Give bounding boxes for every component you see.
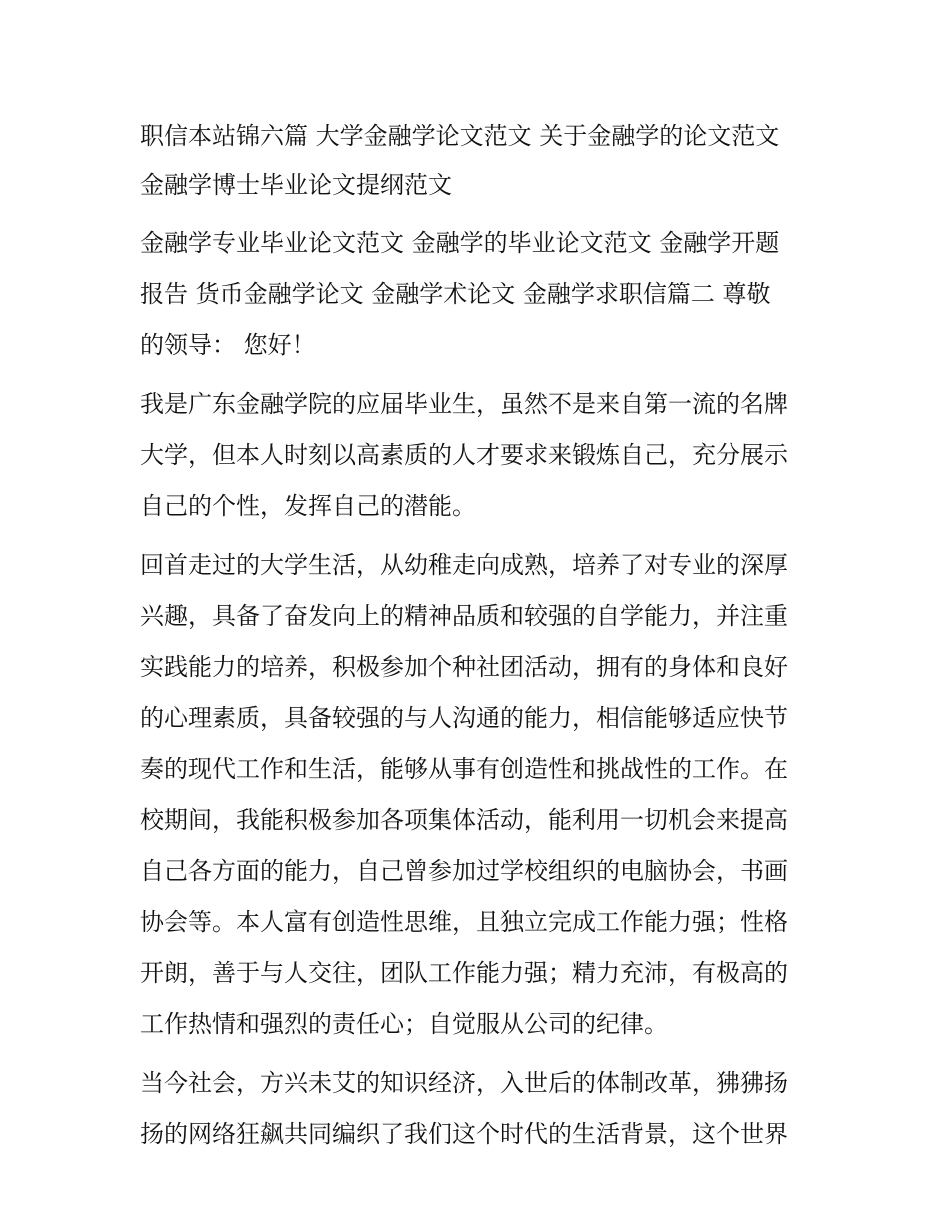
- text-line: 协会等。本人富有创造性思维，且独立完成工作能力强；性格: [140, 908, 788, 936]
- text-line: 自己的个性，发挥自己的潜能。: [140, 492, 476, 520]
- paragraph-society: [140, 1058, 812, 1160]
- paragraph-related-links-greeting: [140, 218, 812, 371]
- text-line: 开朗，善于与人交往，团队工作能力强；精力充沛，有极高的: [140, 959, 788, 987]
- text-line: 校期间，我能积极参加各项集体活动，能利用一切机会来提高: [140, 806, 788, 834]
- document-body: [140, 112, 812, 1168]
- text-line: 工作热情和强烈的责任心；自觉服从公司的纪律。: [140, 1010, 668, 1038]
- paragraph-university-life: [140, 540, 812, 1050]
- text-line: 金融学专业毕业论文范文 金融学的毕业论文范文 金融学开题: [140, 229, 780, 257]
- text-line: 当今社会，方兴未艾的知识经济，入世后的体制改革，狒狒扬: [140, 1069, 788, 1097]
- text-line: 我是广东金融学院的应届毕业生，虽然不是来自第一流的名牌: [140, 390, 788, 418]
- text-line: 奏的现代工作和生活，能够从事有创造性和挑战性的工作。在: [140, 755, 788, 783]
- text-line: 职信本站锦六篇 大学金融学论文范文 关于金融学的论文范文: [140, 122, 780, 150]
- text-line: 兴趣，具备了奋发向上的精神品质和较强的自学能力，并注重: [140, 602, 788, 630]
- text-line: 金融学博士毕业论文提纲范文: [140, 171, 452, 199]
- text-line: 自己各方面的能力，自己曾参加过学校组织的电脑协会，书画: [140, 857, 788, 885]
- text-line: 的领导： 您好！: [140, 331, 316, 359]
- text-line: 实践能力的培养，积极参加个种社团活动，拥有的身体和良好: [140, 653, 788, 681]
- text-line: 的心理素质，具备较强的与人沟通的能力，相信能够适应快节: [140, 704, 788, 732]
- text-line: 大学，但本人时刻以高素质的人才要求来锻炼自己，充分展示: [140, 441, 788, 469]
- paragraph-introduction: [140, 379, 812, 532]
- text-line: 报告 货币金融学论文 金融学术论文 金融学求职信篇二 尊敬: [140, 280, 771, 308]
- paragraph-title-links: [140, 112, 812, 210]
- text-line: 回首走过的大学生活，从幼稚走向成熟，培养了对专业的深厚: [140, 551, 788, 579]
- text-line: 扬的网络狂飙共同编织了我们这个时代的生活背景，这个世界: [140, 1120, 788, 1148]
